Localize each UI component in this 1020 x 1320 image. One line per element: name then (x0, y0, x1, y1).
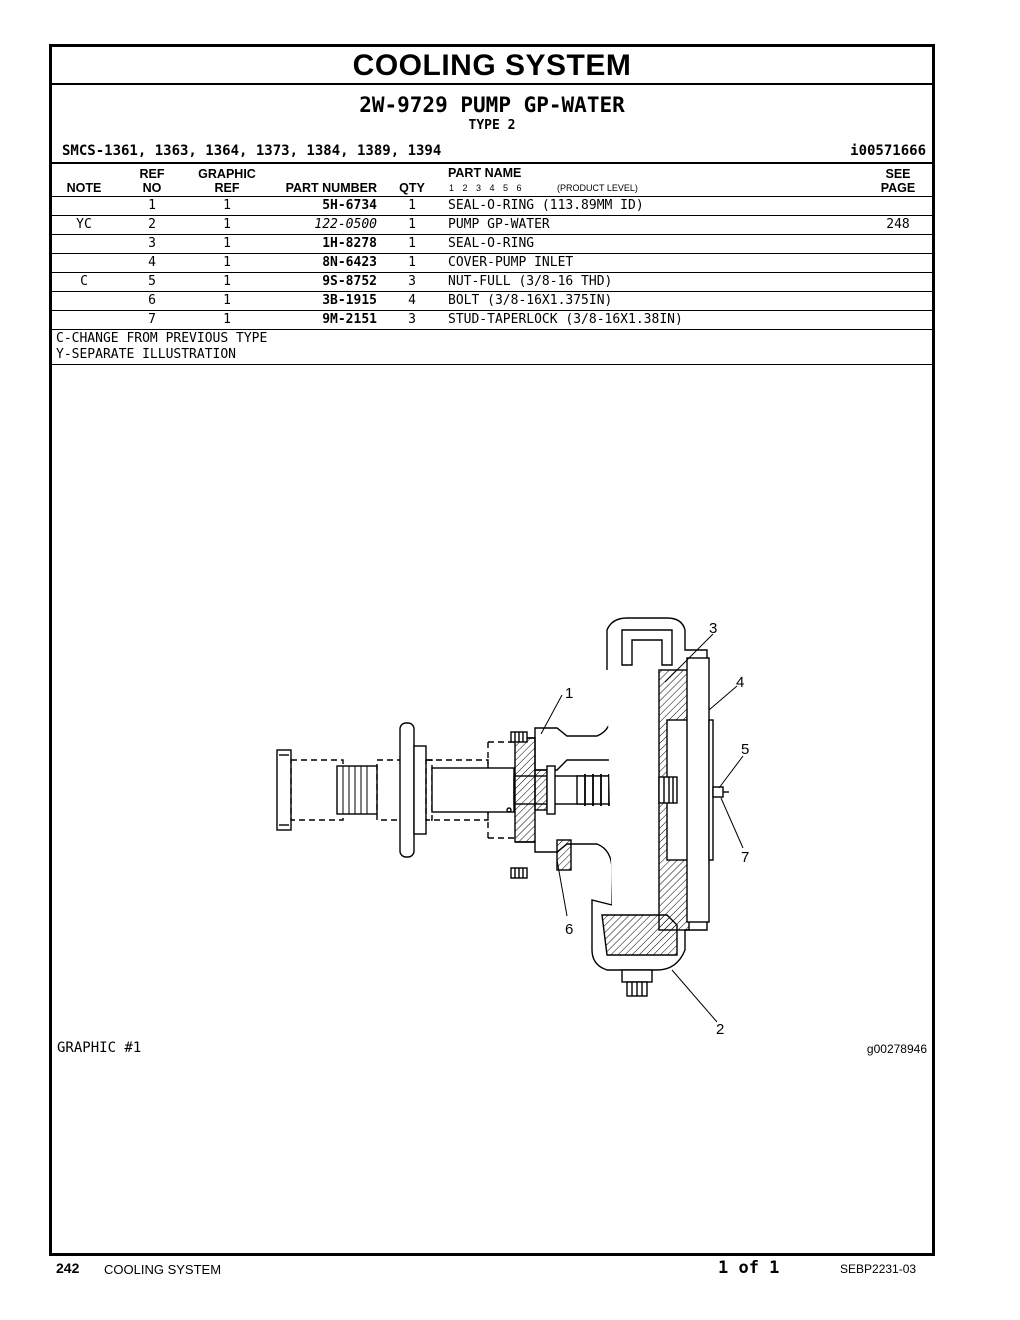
table-row (52, 311, 932, 330)
parts-table (52, 197, 932, 330)
callout-7: 7 (741, 849, 750, 866)
page-frame (49, 44, 935, 1256)
page-footer (0, 1258, 1020, 1282)
table-row (52, 197, 932, 216)
group-number: 2W-9729 (359, 93, 448, 117)
cell-graphic-ref: 1 (223, 274, 231, 289)
smcs-row (52, 142, 932, 164)
header-see-top: SEE (885, 167, 911, 181)
cell-qty: 1 (408, 198, 416, 213)
legend-separate: Y-SEPARATE ILLUSTRATION (56, 346, 237, 362)
cell-note: C (80, 274, 88, 289)
table-row (52, 235, 932, 254)
callout-2: 2 (716, 1021, 725, 1038)
cell-ref: 7 (148, 312, 156, 327)
cell-part-name: COVER-PUMP INLET (448, 255, 574, 270)
cell-graphic-ref: 1 (223, 255, 231, 270)
cell-ref: 6 (148, 293, 156, 308)
footer-section: COOLING SYSTEM (104, 1262, 222, 1277)
cell-part-number[interactable]: 3B-1915 (322, 293, 377, 308)
header-ref-bottom: NO (142, 181, 162, 195)
cell-part-number[interactable]: 8N-6423 (322, 255, 377, 270)
cell-part-number[interactable]: 1H-8278 (322, 236, 377, 251)
cell-part-name: PUMP GP-WATER (448, 217, 550, 232)
cell-graphic-ref: 1 (223, 293, 231, 308)
cell-graphic-ref: 1 (223, 312, 231, 327)
header-part-name: PART NAME (448, 166, 522, 180)
group-heading (52, 93, 932, 117)
header-graphic-top: GRAPHIC (198, 167, 256, 181)
cell-qty: 1 (408, 217, 416, 232)
pump-exploded-drawing (267, 570, 750, 1038)
cell-qty: 3 (408, 274, 416, 289)
callout-5: 5 (741, 741, 750, 758)
cell-part-name: SEAL-O-RING (113.89MM ID) (448, 198, 644, 213)
footer-page-of: 1 of 1 (718, 1258, 780, 1278)
cell-graphic-ref: 1 (223, 217, 231, 232)
table-row (52, 273, 932, 292)
group-type: TYPE 2 (468, 118, 516, 133)
table-row (52, 292, 932, 311)
graphic-id: g00278946 (866, 1042, 927, 1056)
graphic-label: GRAPHIC #1 (57, 1040, 142, 1056)
group-name: PUMP GP-WATER (460, 93, 625, 117)
cell-qty: 4 (408, 293, 416, 308)
illustration-id: i00571666 (850, 143, 926, 159)
header-graphic-bottom: REF (214, 181, 240, 195)
header-ref-top: REF (139, 167, 165, 181)
footer-doc-id: SEBP2231-03 (840, 1262, 917, 1276)
header-qty: QTY (399, 181, 425, 195)
cell-ref: 5 (148, 274, 156, 289)
cell-ref: 2 (148, 217, 156, 232)
cell-graphic-ref: 1 (223, 198, 231, 213)
cell-part-name: NUT-FULL (3/8-16 THD) (448, 274, 613, 289)
smcs-codes: SMCS-1361, 1363, 1364, 1373, 1384, 1389, 1394 (62, 143, 442, 159)
cell-ref: 1 (148, 198, 156, 213)
table-row (52, 216, 932, 235)
cell-note: YC (76, 217, 92, 232)
cell-qty: 3 (408, 312, 416, 327)
table-row (52, 254, 932, 273)
cell-see-page[interactable]: 248 (886, 217, 910, 232)
cell-ref: 4 (148, 255, 156, 270)
legend-change: C-CHANGE FROM PREVIOUS TYPE (56, 331, 268, 346)
cell-ref: 3 (148, 236, 156, 251)
table-header (52, 164, 932, 197)
notes-legend (52, 330, 932, 365)
page-title: COOLING SYSTEM (52, 47, 932, 85)
cell-qty: 1 (408, 255, 416, 270)
cell-part-name: STUD-TAPERLOCK (3/8-16X1.38IN) (448, 312, 683, 327)
callout-6: 6 (565, 921, 574, 938)
callout-1: 1 (565, 685, 574, 702)
header-part-number: PART NUMBER (285, 181, 377, 195)
cell-part-number[interactable]: 122-0500 (314, 217, 377, 232)
callout-4: 4 (736, 674, 745, 691)
footer-page-number: 242 (56, 1260, 80, 1276)
cell-part-name: SEAL-O-RING (448, 236, 535, 251)
cell-part-number[interactable]: 9S-8752 (322, 274, 377, 289)
header-note: NOTE (66, 181, 102, 195)
header-product-levels: 1 2 3 4 5 6 (449, 183, 522, 193)
cell-qty: 1 (408, 236, 416, 251)
callout-3: 3 (709, 620, 718, 637)
cell-part-number[interactable]: 5H-6734 (322, 198, 377, 213)
header-see-bottom: PAGE (880, 181, 916, 195)
cell-graphic-ref: 1 (223, 236, 231, 251)
header-product-level-label: (PRODUCT LEVEL) (557, 183, 638, 193)
cell-part-name: BOLT (3/8-16X1.375IN) (448, 293, 613, 308)
cell-part-number[interactable]: 9M-2151 (322, 312, 377, 327)
